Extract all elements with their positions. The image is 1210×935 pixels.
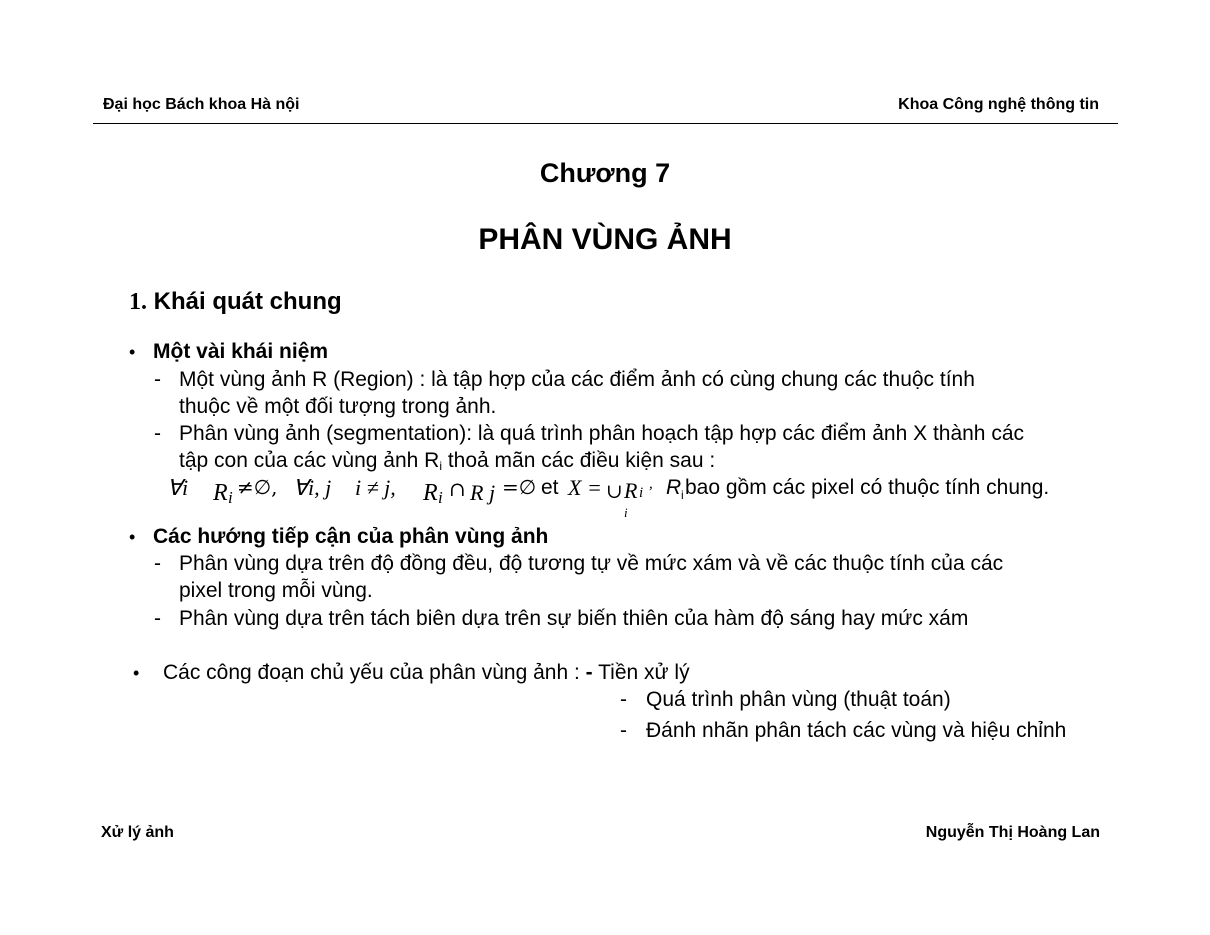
definition-segmentation-line2: tập con của các vùng ảnh $R_i$ thoả mãn các điều kiện sau : [179,449,716,473]
footer-author: Nguyễn Thị Hoàng Lan [925,824,1100,841]
stage-segmentation-algorithm: Quá trình phân vùng (thuật toán) [646,688,951,711]
dash-marker: - [154,607,161,630]
segmentation-stages-intro: Các công đoạn chủ yếu của phân vùng ảnh : - Tiền xử lý [163,661,690,684]
header-faculty: Khoa Công nghệ thông tin [898,96,1099,113]
dash-marker: - [620,719,627,742]
bullet-heading-approaches: Các hướng tiếp cận của phân vùng ảnh [153,525,549,548]
stage-labeling-correction: Đánh nhãn phân tách các vùng và hiệu chỉnh [646,719,1067,742]
definition-region-line2: thuộc về một đối tượng trong ảnh. [179,395,497,418]
section-number: 1. [129,289,147,315]
footer-course: Xử lý ảnh [101,824,174,841]
header-divider [93,123,1118,124]
bullet-icon: • [129,527,136,547]
approach-edge-detection: Phân vùng dựa trên tách biên dựa trên sự biến thiên của hàm độ sáng hay mức xám [179,607,969,630]
header-institution: Đại học Bách khoa Hà nội [103,96,300,113]
section-heading [129,288,342,316]
definition-segmentation-line1: Phân vùng ảnh (segmentation): là quá trình phân hoạch tập hợp các điểm ảnh X thành các [179,422,1025,445]
approach-homogeneity-line1: Phân vùng dựa trên độ đồng đều, độ tương tự về mức xám và về các thuộc tính của các [179,552,1004,575]
segmentation-conditions-formula: ∀i R i ≠∅, ∀i, j i ≠ j, R i ∩ R j =∅ et X = ∪ R i , i R i bao gồm các pixel có thuộc tính chung. [167,475,1050,520]
bullet-icon: • [129,342,136,362]
bullet-heading-concepts: Một vài khái niệm [153,340,329,363]
dash-marker: - [620,688,627,711]
section-label: Khái quát chung [153,288,342,315]
chapter-heading: Chương 7 [539,158,671,188]
page-title: PHÂN VÙNG ẢNH [478,223,732,256]
bullet-icon: • [133,663,140,683]
approach-homogeneity-line2: pixel trong mỗi vùng. [179,579,373,602]
dash-marker: - [154,552,161,575]
dash-marker: - [154,368,161,391]
definition-region-line1: Một vùng ảnh R (Region) : là tập hợp của các điểm ảnh có cùng chung các thuộc tính [179,368,975,391]
dash-marker: - [154,422,161,445]
